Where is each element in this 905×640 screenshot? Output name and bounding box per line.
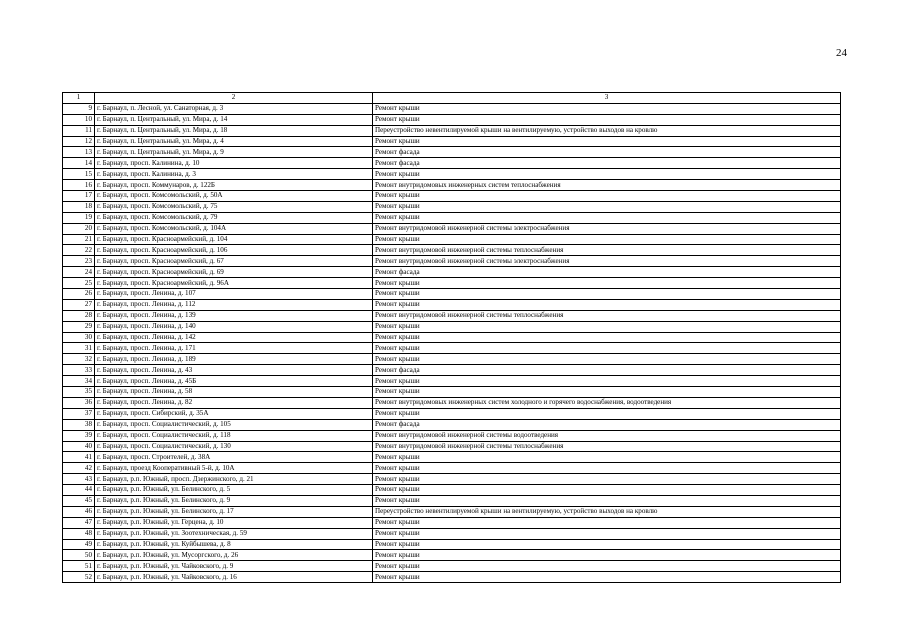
row-address: г. Барнаул, просп. Калинина, д. 10 <box>95 158 373 169</box>
row-address: г. Барнаул, просп. Комсомольский, д. 75 <box>95 201 373 212</box>
table-row <box>63 169 841 180</box>
row-work-type: Ремонт крыши <box>373 321 841 332</box>
row-address: г. Барнаул, просп. Комсомольский, д. 50А <box>95 191 373 202</box>
table-row <box>63 191 841 202</box>
row-address: г. Барнаул, просп. Социалистический, д. 130 <box>95 441 373 452</box>
row-address: г. Барнаул, р.п. Южный, ул. Чайковского, д. 9 <box>95 561 373 572</box>
row-number: 33 <box>63 365 95 376</box>
row-number: 51 <box>63 561 95 572</box>
row-number: 10 <box>63 114 95 125</box>
row-work-type: Ремонт крыши <box>373 114 841 125</box>
row-number: 14 <box>63 158 95 169</box>
row-number: 47 <box>63 517 95 528</box>
table-row <box>63 408 841 419</box>
row-address: г. Барнаул, просп. Красноармейский, д. 106 <box>95 245 373 256</box>
row-work-type: Ремонт крыши <box>373 550 841 561</box>
row-number: 39 <box>63 430 95 441</box>
row-number: 31 <box>63 343 95 354</box>
row-work-type: Ремонт крыши <box>373 201 841 212</box>
row-work-type: Ремонт внутридомовой инженерной системы водоотведения <box>373 430 841 441</box>
row-work-type: Ремонт крыши <box>373 387 841 398</box>
row-address: г. Барнаул, р.п. Южный, просп. Дзержинского, д. 21 <box>95 474 373 485</box>
row-address: г. Барнаул, просп. Коммунаров, д. 122Б <box>95 180 373 191</box>
row-work-type: Ремонт крыши <box>373 343 841 354</box>
row-number: 15 <box>63 169 95 180</box>
row-number: 19 <box>63 212 95 223</box>
table-row <box>63 419 841 430</box>
row-number: 12 <box>63 136 95 147</box>
row-work-type: Ремонт внутридомовой инженерной системы теплоснабжения <box>373 245 841 256</box>
row-work-type: Ремонт крыши <box>373 463 841 474</box>
row-address: г. Барнаул, просп. Красноармейский, д. 96А <box>95 278 373 289</box>
row-work-type: Ремонт крыши <box>373 376 841 387</box>
row-number: 29 <box>63 321 95 332</box>
row-address: г. Барнаул, просп. Ленина, д. 82 <box>95 397 373 408</box>
row-work-type: Ремонт крыши <box>373 539 841 550</box>
row-work-type: Ремонт крыши <box>373 332 841 343</box>
row-address: г. Барнаул, просп. Комсомольский, д. 104А <box>95 223 373 234</box>
table-row <box>63 245 841 256</box>
table-row <box>63 180 841 191</box>
row-address: г. Барнаул, п. Центральный, ул. Мира, д. 4 <box>95 136 373 147</box>
table-row <box>63 212 841 223</box>
row-number: 9 <box>63 103 95 114</box>
table-row <box>63 376 841 387</box>
row-address: г. Барнаул, п. Центральный, ул. Мира, д. 18 <box>95 125 373 136</box>
table-row <box>63 299 841 310</box>
row-number: 27 <box>63 299 95 310</box>
row-address: г. Барнаул, просп. Ленина, д. 171 <box>95 343 373 354</box>
row-number: 50 <box>63 550 95 561</box>
row-address: г. Барнаул, просп. Ленина, д. 189 <box>95 354 373 365</box>
row-number: 13 <box>63 147 95 158</box>
row-number: 44 <box>63 485 95 496</box>
row-work-type: Ремонт крыши <box>373 103 841 114</box>
table-row <box>63 452 841 463</box>
row-address: г. Барнаул, просп. Строителей, д. 38А <box>95 452 373 463</box>
row-work-type: Ремонт внутридомовой инженерной системы теплоснабжения <box>373 310 841 321</box>
row-work-type: Ремонт крыши <box>373 561 841 572</box>
row-work-type: Ремонт крыши <box>373 528 841 539</box>
row-address: г. Барнаул, просп. Ленина, д. 43 <box>95 365 373 376</box>
row-address: г. Барнаул, р.п. Южный, ул. Герцена, д. 10 <box>95 517 373 528</box>
table-row <box>63 441 841 452</box>
row-address: г. Барнаул, просп. Ленина, д. 142 <box>95 332 373 343</box>
row-address: г. Барнаул, просп. Сибирский, д. 35А <box>95 408 373 419</box>
row-address: г. Барнаул, р.п. Южный, ул. Куйбышева, д. 8 <box>95 539 373 550</box>
table-row <box>63 201 841 212</box>
table-row <box>63 474 841 485</box>
row-work-type: Ремонт крыши <box>373 136 841 147</box>
row-number: 21 <box>63 234 95 245</box>
column-header-number: 1 <box>63 93 95 104</box>
table-row <box>63 114 841 125</box>
table-row <box>63 354 841 365</box>
table-row <box>63 365 841 376</box>
row-work-type: Ремонт крыши <box>373 234 841 245</box>
table-row <box>63 158 841 169</box>
row-work-type: Ремонт крыши <box>373 289 841 300</box>
column-header-work-type: 3 <box>373 93 841 104</box>
row-address: г. Барнаул, проезд Кооперативный 5-й, д. 10А <box>95 463 373 474</box>
row-number: 23 <box>63 256 95 267</box>
row-address: г. Барнаул, п. Центральный, ул. Мира, д. 9 <box>95 147 373 158</box>
table-row <box>63 463 841 474</box>
table-row <box>63 267 841 278</box>
row-work-type: Ремонт внутридомовых инженерных систем холодного и горячего водоснабжения, водоотведения <box>373 397 841 408</box>
row-number: 11 <box>63 125 95 136</box>
row-work-type: Ремонт фасада <box>373 365 841 376</box>
table-row <box>63 147 841 158</box>
row-work-type: Переустройство невентилируемой крыши на вентилируемую, устройство выходов на кровлю <box>373 506 841 517</box>
table-row <box>63 528 841 539</box>
row-address: г. Барнаул, просп. Ленина, д. 45Б <box>95 376 373 387</box>
repair-register-table <box>62 92 841 583</box>
row-address: г. Барнаул, просп. Ленина, д. 139 <box>95 310 373 321</box>
row-work-type: Ремонт крыши <box>373 169 841 180</box>
row-work-type: Ремонт внутридомовой инженерной системы электроснабжения <box>373 223 841 234</box>
page-number: 24 <box>836 47 847 59</box>
row-work-type: Ремонт крыши <box>373 474 841 485</box>
row-number: 24 <box>63 267 95 278</box>
row-work-type: Ремонт внутридомовой инженерной системы теплоснабжения <box>373 441 841 452</box>
row-work-type: Ремонт крыши <box>373 408 841 419</box>
row-address: г. Барнаул, просп. Ленина, д. 58 <box>95 387 373 398</box>
table-row <box>63 343 841 354</box>
row-work-type: Ремонт крыши <box>373 452 841 463</box>
table-row <box>63 430 841 441</box>
row-work-type: Ремонт фасада <box>373 419 841 430</box>
table-row <box>63 550 841 561</box>
row-number: 28 <box>63 310 95 321</box>
table-row <box>63 136 841 147</box>
row-address: г. Барнаул, р.п. Южный, ул. Белинского, д. 9 <box>95 495 373 506</box>
table-row <box>63 310 841 321</box>
row-address: г. Барнаул, просп. Ленина, д. 140 <box>95 321 373 332</box>
row-number: 46 <box>63 506 95 517</box>
row-address: г. Барнаул, р.п. Южный, ул. Белинского, д. 17 <box>95 506 373 517</box>
row-work-type: Ремонт крыши <box>373 495 841 506</box>
table-row <box>63 125 841 136</box>
row-address: г. Барнаул, п. Центральный, ул. Мира, д. 14 <box>95 114 373 125</box>
row-address: г. Барнаул, просп. Калинина, д. 3 <box>95 169 373 180</box>
row-number: 40 <box>63 441 95 452</box>
table-row <box>63 223 841 234</box>
row-number: 36 <box>63 397 95 408</box>
row-number: 48 <box>63 528 95 539</box>
table-row <box>63 103 841 114</box>
row-number: 43 <box>63 474 95 485</box>
row-work-type: Ремонт внутридомовых инженерных систем теплоснабжения <box>373 180 841 191</box>
row-address: г. Барнаул, р.п. Южный, ул. Зоотехническая, д. 59 <box>95 528 373 539</box>
row-number: 30 <box>63 332 95 343</box>
table-row <box>63 332 841 343</box>
row-number: 37 <box>63 408 95 419</box>
row-address: г. Барнаул, просп. Ленина, д. 112 <box>95 299 373 310</box>
row-work-type: Ремонт крыши <box>373 278 841 289</box>
row-number: 52 <box>63 572 95 583</box>
table-row <box>63 321 841 332</box>
table-row <box>63 506 841 517</box>
row-address: г. Барнаул, р.п. Южный, ул. Белинского, д. 5 <box>95 485 373 496</box>
row-number: 16 <box>63 180 95 191</box>
row-address: г. Барнаул, п. Лесной, ул. Санаторная, д. 3 <box>95 103 373 114</box>
row-work-type: Ремонт крыши <box>373 354 841 365</box>
row-address: г. Барнаул, просп. Красноармейский, д. 69 <box>95 267 373 278</box>
table-row <box>63 256 841 267</box>
row-work-type: Ремонт крыши <box>373 572 841 583</box>
row-number: 17 <box>63 191 95 202</box>
row-work-type: Ремонт фасада <box>373 267 841 278</box>
row-number: 42 <box>63 463 95 474</box>
row-number: 45 <box>63 495 95 506</box>
row-number: 26 <box>63 289 95 300</box>
row-number: 38 <box>63 419 95 430</box>
table-row <box>63 495 841 506</box>
row-work-type: Ремонт крыши <box>373 212 841 223</box>
table-header-row <box>63 93 841 104</box>
row-work-type: Переустройство невентилируемой крыши на вентилируемую, устройство выходов на кровлю <box>373 125 841 136</box>
table-row <box>63 289 841 300</box>
row-address: г. Барнаул, просп. Ленина, д. 107 <box>95 289 373 300</box>
row-work-type: Ремонт крыши <box>373 517 841 528</box>
row-work-type: Ремонт фасада <box>373 147 841 158</box>
row-number: 18 <box>63 201 95 212</box>
row-address: г. Барнаул, просп. Социалистический, д. 118 <box>95 430 373 441</box>
row-work-type: Ремонт крыши <box>373 299 841 310</box>
row-address: г. Барнаул, просп. Комсомольский, д. 79 <box>95 212 373 223</box>
row-work-type: Ремонт внутридомовой инженерной системы электроснабжения <box>373 256 841 267</box>
row-number: 49 <box>63 539 95 550</box>
table-row <box>63 572 841 583</box>
table-row <box>63 387 841 398</box>
table-row <box>63 561 841 572</box>
row-number: 35 <box>63 387 95 398</box>
table-row <box>63 278 841 289</box>
table-row <box>63 397 841 408</box>
row-number: 25 <box>63 278 95 289</box>
row-address: г. Барнаул, просп. Красноармейский, д. 104 <box>95 234 373 245</box>
row-number: 41 <box>63 452 95 463</box>
row-address: г. Барнаул, просп. Социалистический, д. 105 <box>95 419 373 430</box>
row-number: 34 <box>63 376 95 387</box>
row-address: г. Барнаул, р.п. Южный, ул. Мусоргского, д. 26 <box>95 550 373 561</box>
row-address: г. Барнаул, просп. Красноармейский, д. 67 <box>95 256 373 267</box>
row-address: г. Барнаул, р.п. Южный, ул. Чайковского, д. 16 <box>95 572 373 583</box>
table-row <box>63 234 841 245</box>
row-work-type: Ремонт крыши <box>373 191 841 202</box>
row-number: 20 <box>63 223 95 234</box>
row-number: 22 <box>63 245 95 256</box>
row-work-type: Ремонт крыши <box>373 485 841 496</box>
table-row <box>63 517 841 528</box>
table-row <box>63 485 841 496</box>
row-work-type: Ремонт фасада <box>373 158 841 169</box>
column-header-address: 2 <box>95 93 373 104</box>
table-row <box>63 539 841 550</box>
row-number: 32 <box>63 354 95 365</box>
